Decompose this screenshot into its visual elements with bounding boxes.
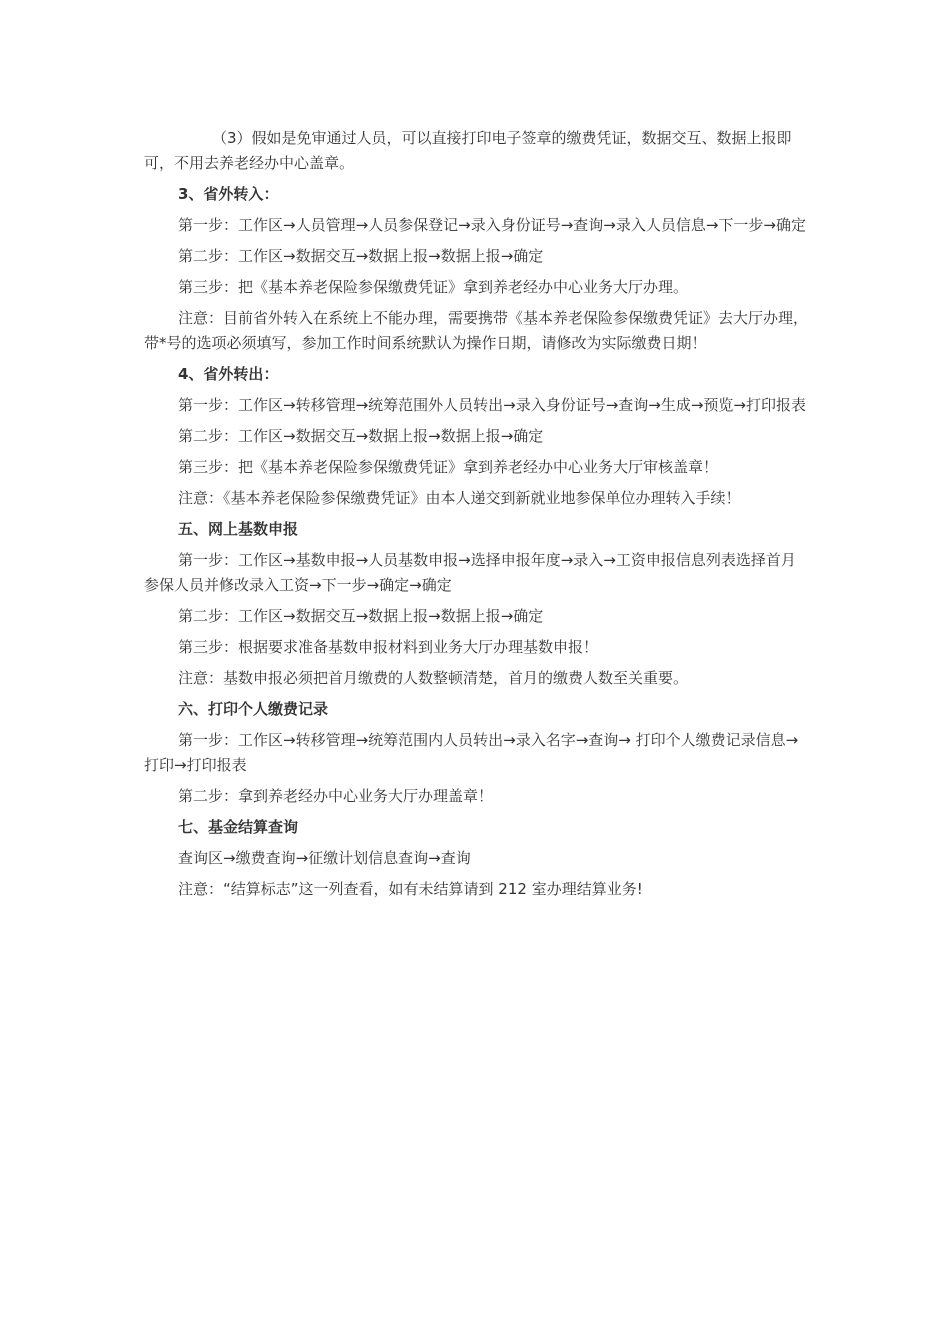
body-paragraph: 第二步：工作区→数据交互→数据上报→数据上报→确定 bbox=[178, 247, 544, 265]
body-paragraph: （3）假如是免审通过人员，可以直接打印电子签章的缴费凭证，数据交互、数据上报即可，不用去养老经办中心盖章。 bbox=[144, 129, 792, 172]
body-paragraph: 第二步：工作区→数据交互→数据上报→数据上报→确定 bbox=[178, 427, 544, 445]
section-heading: 六、打印个人缴费记录 bbox=[178, 700, 329, 718]
section-heading: 五、网上基数申报 bbox=[178, 520, 299, 538]
body-paragraph: 查询区→缴费查询→征缴计划信息查询→查询 bbox=[178, 849, 471, 867]
body-paragraph: 第一步：工作区→基数申报→人员基数申报→选择申报年度→录入→工资申报信息列表选择首月参保人员并修改录入工资→下一步→确定→确定 bbox=[144, 551, 796, 594]
document-page bbox=[144, 126, 808, 908]
body-paragraph: 第一步：工作区→人员管理→人员参保登记→录入身份证号→查询→录入人员信息→下一步→确定 bbox=[178, 216, 806, 234]
body-paragraph: 注意：目前省外转入在系统上不能办理，需要携带《基本养老保险参保缴费凭证》去大厅办理，带*号的选项必须填写，参加工作时间系统默认为操作日期，请修改为实际缴费日期！ bbox=[144, 309, 809, 352]
body-paragraph: 注意：“结算标志”这一列查看，如有未结算请到 212 室办理结算业务! bbox=[178, 880, 643, 898]
body-paragraph: 第一步：工作区→转移管理→统筹范围内人员转出→录入名字→查询→ 打印个人缴费记录信息→打印→打印报表 bbox=[144, 731, 799, 774]
body-paragraph: 第三步：把《基本养老保险参保缴费凭证》拿到养老经办中心业务大厅审核盖章！ bbox=[178, 458, 719, 476]
body-paragraph: 第二步：工作区→数据交互→数据上报→数据上报→确定 bbox=[178, 607, 544, 625]
body-paragraph: 注意：基数申报必须把首月缴费的人数整顿清楚，首月的缴费人数至关重要。 bbox=[178, 669, 689, 687]
body-paragraph: 第三步：根据要求准备基数申报材料到业务大厅办理基数申报！ bbox=[178, 638, 599, 656]
section-heading: 4、省外转出： bbox=[178, 365, 279, 383]
body-paragraph: 注意：《基本养老保险参保缴费凭证》由本人递交到新就业地参保单位办理转入手续！ bbox=[178, 489, 741, 507]
section-heading: 3、省外转入： bbox=[178, 185, 279, 203]
body-paragraph: 第三步：把《基本养老保险参保缴费凭证》拿到养老经办中心业务大厅办理。 bbox=[178, 278, 689, 296]
body-paragraph: 第一步：工作区→转移管理→统筹范围外人员转出→录入身份证号→查询→生成→预览→打印报表 bbox=[178, 396, 806, 414]
section-heading: 七、基金结算查询 bbox=[178, 818, 299, 836]
body-paragraph: 第二步：拿到养老经办中心业务大厅办理盖章！ bbox=[178, 787, 494, 805]
